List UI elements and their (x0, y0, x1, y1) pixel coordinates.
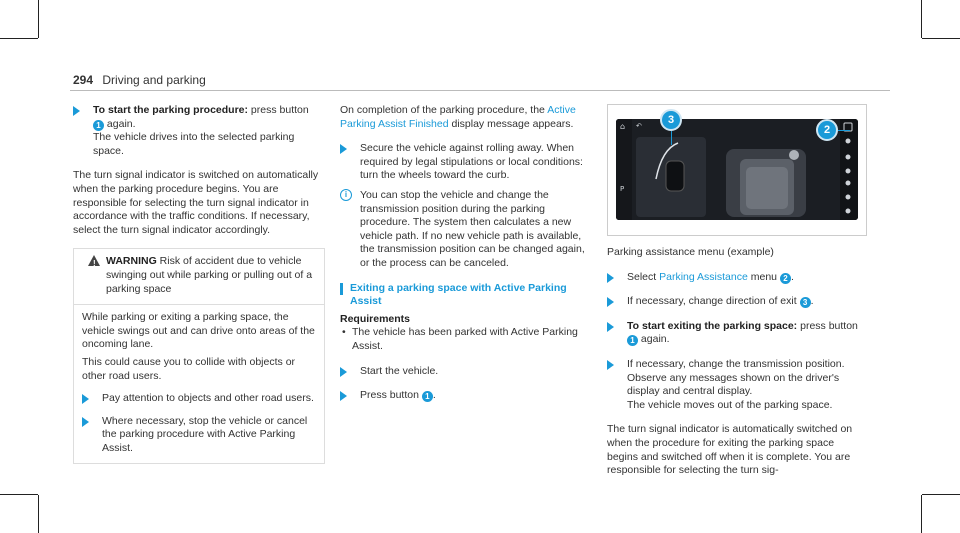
step-arrow-icon (607, 360, 614, 370)
column-right (607, 104, 867, 478)
step-change-direction (607, 295, 867, 309)
paragraph: The turn signal indicator is automatically switched on when the procedure for exiting the parking space begins and switched off when it is complete. You are responsible for selecting the turn sig- (607, 423, 853, 477)
column-left (73, 104, 325, 464)
warning-header (82, 255, 316, 296)
warning-title: WARNING (106, 255, 157, 268)
step-text: Where necessary, stop the vehicle or cancel the parking procedure with Active Parking Assist. (102, 414, 308, 454)
warning-text: This could cause you to collide with objects or other road users. (82, 355, 296, 382)
step-text: Start the vehicle. (360, 364, 439, 377)
step-press-button (340, 389, 592, 403)
step-text: Pay attention to objects and other road users. (102, 392, 314, 405)
step-start-vehicle (340, 365, 592, 379)
step-label: To start the parking procedure: (93, 104, 248, 116)
step-text: menu (750, 270, 778, 283)
crop-mark (921, 0, 922, 38)
header-rule (70, 90, 890, 91)
badge-1-icon: 1 (627, 335, 638, 346)
step-arrow-icon (607, 273, 614, 283)
crop-mark (0, 38, 38, 39)
warning-step (82, 415, 316, 456)
section-title: Driving and parking (102, 73, 206, 87)
paragraph: The turn signal indicator is switched on automatically when the parking procedure begins. You are responsible for selecting the turn signal indicator in accordance with the traffic conditions. If necessary, select the turn signal indicator accordingly. (73, 169, 319, 236)
info-icon: i (340, 189, 352, 201)
warning-triangle-icon: ! (88, 255, 100, 266)
step-start-parking (73, 104, 325, 158)
callout-3-icon: 3 (660, 109, 682, 131)
step-start-exiting (607, 320, 867, 347)
step-text: . (810, 295, 814, 308)
info-text: You can stop the vehicle and change the transmission position during the parking procedure. The system then calculates a new vehicle path. If no new vehicle path is available, the transmission position can be changed again, or the process can be canceled. (360, 188, 585, 269)
step-text: The vehicle moves out of the parking space. (627, 398, 833, 411)
requirement-item: • The vehicle has been parked with Active Parking Assist. (340, 326, 592, 353)
crop-mark (38, 0, 39, 38)
step-text: Secure the vehicle against rolling away. When required by legal stipulations or local conditions: turn the wheels toward the curb. (360, 142, 583, 182)
step-arrow-icon (340, 367, 347, 377)
warning-text: While parking or exiting a parking space, the vehicle swings out and can drive onto areas of the oncoming lane. (82, 311, 315, 351)
svg-text:P: P (620, 185, 625, 193)
step-text: again. (106, 117, 136, 130)
step-arrow-icon (73, 106, 80, 116)
step-arrow-icon (607, 297, 614, 307)
figure-caption: Parking assistance menu (example) (607, 246, 774, 258)
info-note (340, 189, 592, 271)
svg-text:↶: ↶ (636, 122, 642, 130)
step-secure-vehicle (340, 142, 592, 183)
parking-assistance-figure (607, 104, 867, 236)
crop-mark (922, 494, 960, 495)
step-text: Select (627, 270, 657, 283)
step-arrow-icon (340, 391, 347, 401)
section-heading: Exiting a parking space with Active Parking Assist (340, 282, 592, 309)
crop-mark (38, 495, 39, 533)
column-middle (340, 104, 592, 403)
warning-headline: Risk of accident due to vehicle swinging out while parking or pulling out of a parking space (106, 255, 313, 295)
step-change-transmission (607, 358, 867, 412)
warning-step (82, 392, 316, 406)
badge-3-icon: 3 (800, 297, 811, 308)
menu-name: Parking Assistance (659, 270, 748, 283)
text: On completion of the parking procedure, the (340, 104, 545, 116)
badge-2-icon: 2 (780, 273, 791, 284)
step-text: If necessary, change the transmission position. Observe any messages shown on the driver's display and central display. (627, 357, 845, 398)
crop-mark (922, 38, 960, 39)
callout-2-icon: 2 (816, 119, 838, 141)
requirements-title: Requirements (340, 312, 411, 325)
step-text: press button (250, 104, 309, 116)
step-arrow-icon (82, 394, 89, 404)
crop-mark (921, 495, 922, 533)
step-text: If necessary, change direction of exit (627, 295, 797, 308)
badge-1-icon: 1 (422, 391, 433, 402)
svg-text:⌂: ⌂ (620, 122, 626, 131)
divider (74, 304, 324, 305)
step-text: The vehicle drives into the selected parking space. (93, 131, 295, 157)
step-arrow-icon (607, 322, 614, 332)
step-select-menu (607, 271, 867, 285)
step-label: To start exiting the parking space: (627, 319, 798, 332)
step-text: press button (800, 319, 858, 332)
callout-line (671, 131, 672, 145)
paragraph (340, 104, 592, 131)
step-text: . (432, 389, 436, 402)
crop-mark (0, 494, 38, 495)
step-text: Press button (360, 389, 419, 402)
badge-1-icon: 1 (93, 120, 104, 131)
callout-line (838, 130, 850, 131)
step-arrow-icon (340, 144, 347, 154)
step-text: . (790, 270, 794, 283)
step-text: again. (640, 333, 670, 346)
text: display message appears. (451, 117, 574, 130)
page-header (73, 73, 206, 87)
warning-box (73, 248, 325, 464)
step-arrow-icon (82, 417, 89, 427)
page-number: 294 (73, 73, 94, 87)
display-message: Active Parking Assist Finished (340, 104, 576, 130)
